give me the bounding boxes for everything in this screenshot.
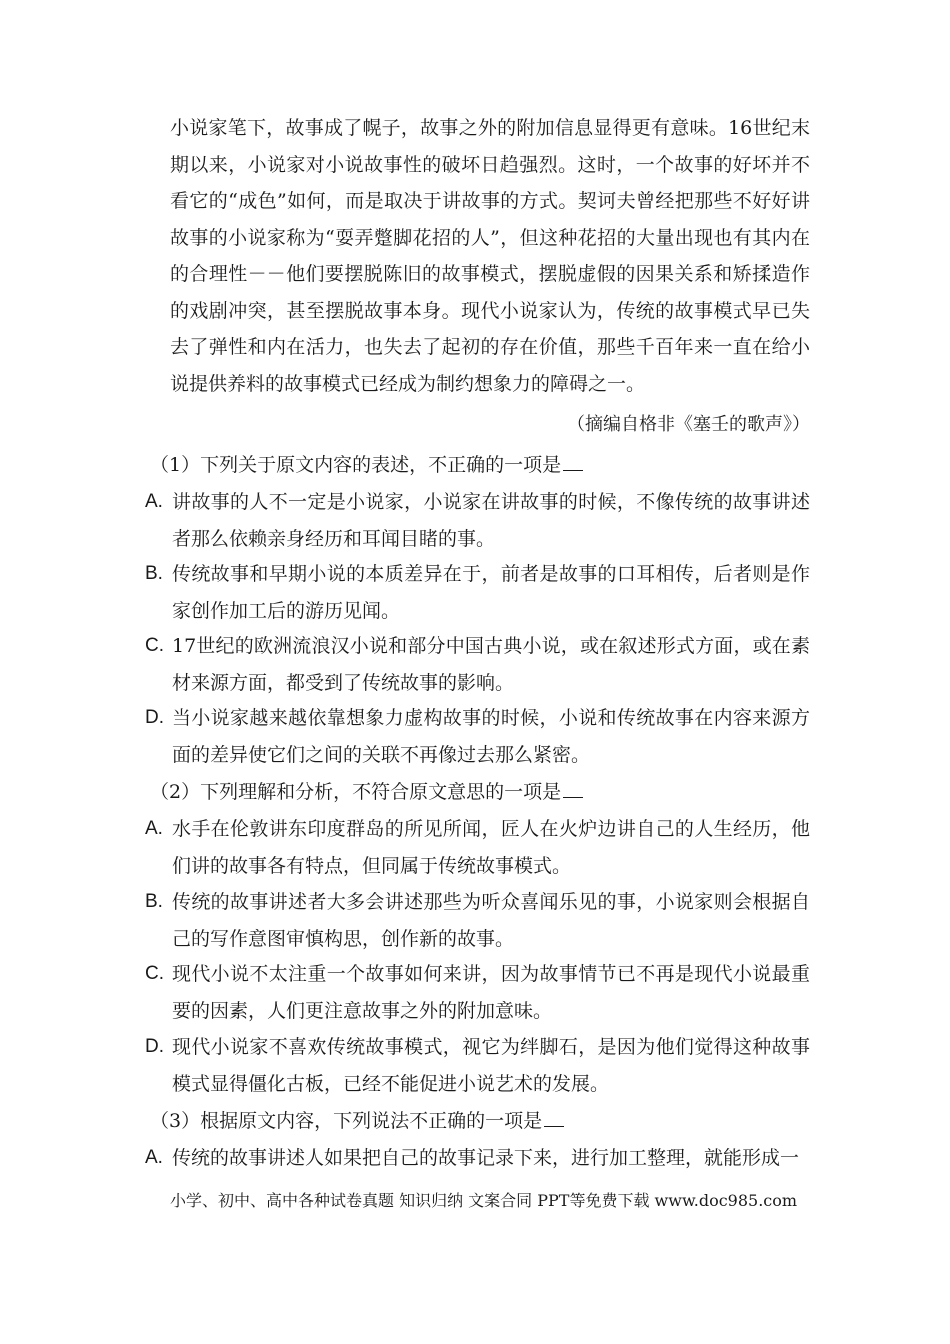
passage-paragraph: 小说家笔下，故事成了幌子，故事之外的附加信息显得更有意味。16世纪末期以来，小说家对小说故事性的破坏日趋强烈。这时，一个故事的好坏并不看它的“成色”如何，而是取决于讲故事的方式。契诃夫曾经把那些不好好讲故事的小说家称为“耍弄蹩脚花招的人”，但这种花招的大量出现也有其内在的合理性－－他们要摆脱陈旧的故事模式，摆脱虚假的因果关系和矫揉造作的戏剧冲突，甚至摆脱故事本身。现代小说家认为，传统的故事模式早已失去了弹性和内在活力，也失去了起初的存在价值，那些千百年来一直在给小说提供养料的故事模式已经成为制约想象力的障碍之一。 bbox=[170, 117, 810, 395]
option-letter: B. bbox=[145, 891, 163, 912]
question-1-option-d bbox=[145, 700, 810, 773]
question-2-option-a bbox=[145, 811, 810, 884]
option-letter: C. bbox=[145, 635, 164, 656]
option-text: 传统的故事讲述人如果把自己的故事记录下来，进行加工整理，就能形成一 bbox=[172, 1147, 800, 1169]
option-letter: B. bbox=[145, 563, 163, 584]
option-letter: D. bbox=[145, 1036, 164, 1057]
option-letter: C. bbox=[145, 963, 164, 984]
question-3-prompt bbox=[150, 1103, 564, 1139]
question-2-prompt bbox=[150, 774, 583, 810]
option-text: 传统的故事讲述者大多会讲述那些为听众喜闻乐见的事，小说家则会根据自己的写作意图审慎构思，创作新的故事。 bbox=[172, 891, 810, 950]
question-1-option-b bbox=[145, 556, 810, 629]
question-2-option-b bbox=[145, 884, 810, 957]
option-text: 现代小说家不喜欢传统故事模式，视它为绊脚石，是因为他们觉得这种故事模式显得僵化古板，已经不能促进小说艺术的发展。 bbox=[172, 1036, 810, 1095]
source-citation: （摘编自格非《塞壬的歌声》） bbox=[567, 414, 810, 435]
option-letter: A. bbox=[145, 1147, 163, 1168]
question-2-option-d bbox=[145, 1029, 810, 1102]
option-text: 讲故事的人不一定是小说家，小说家在讲故事的时候，不像传统的故事讲述者那么依赖亲身经历和耳闻目睹的事。 bbox=[172, 491, 810, 550]
question-1-option-a bbox=[145, 484, 810, 557]
option-text: 水手在伦敦讲东印度群岛的所见所闻，匠人在火炉边讲自己的人生经历，他们讲的故事各有特点，但同属于传统故事模式。 bbox=[172, 818, 810, 877]
option-text: 现代小说不太注重一个故事如何来讲，因为故事情节已不再是现代小说最重要的因素，人们更注意故事之外的附加意味。 bbox=[172, 963, 810, 1022]
question-3-option-a bbox=[145, 1140, 810, 1177]
option-letter: A. bbox=[145, 491, 163, 512]
question-2-option-c bbox=[145, 956, 810, 1029]
question-prompt-text: （3）根据原文内容，下列说法不正确的一项是 bbox=[150, 1110, 543, 1132]
answer-blank bbox=[544, 1108, 564, 1127]
answer-blank bbox=[563, 452, 583, 471]
question-prompt-text: （1）下列关于原文内容的表述，不正确的一项是 bbox=[150, 454, 562, 476]
option-text: 当小说家越来越依靠想象力虚构故事的时候，小说和传统故事在内容来源方面的差异使它们之间的关联不再像过去那么紧密。 bbox=[172, 707, 810, 766]
answer-blank bbox=[563, 779, 583, 798]
question-1-prompt bbox=[150, 447, 583, 483]
question-prompt-text: （2）下列理解和分析，不符合原文意思的一项是 bbox=[150, 781, 562, 803]
question-1-option-c bbox=[145, 628, 810, 701]
option-letter: A. bbox=[145, 818, 163, 839]
page-footer: 小学、初中、高中各种试卷真题 知识归纳 文案合同 PPT等免费下载 www.doc985.com bbox=[170, 1191, 798, 1210]
option-text: 传统故事和早期小说的本质差异在于，前者是故事的口耳相传，后者则是作家创作加工后的游历见闻。 bbox=[172, 563, 810, 622]
option-text: 17世纪的欧洲流浪汉小说和部分中国古典小说，或在叙述形式方面，或在素材来源方面，都受到了传统故事的影响。 bbox=[172, 635, 810, 694]
option-letter: D. bbox=[145, 707, 164, 728]
